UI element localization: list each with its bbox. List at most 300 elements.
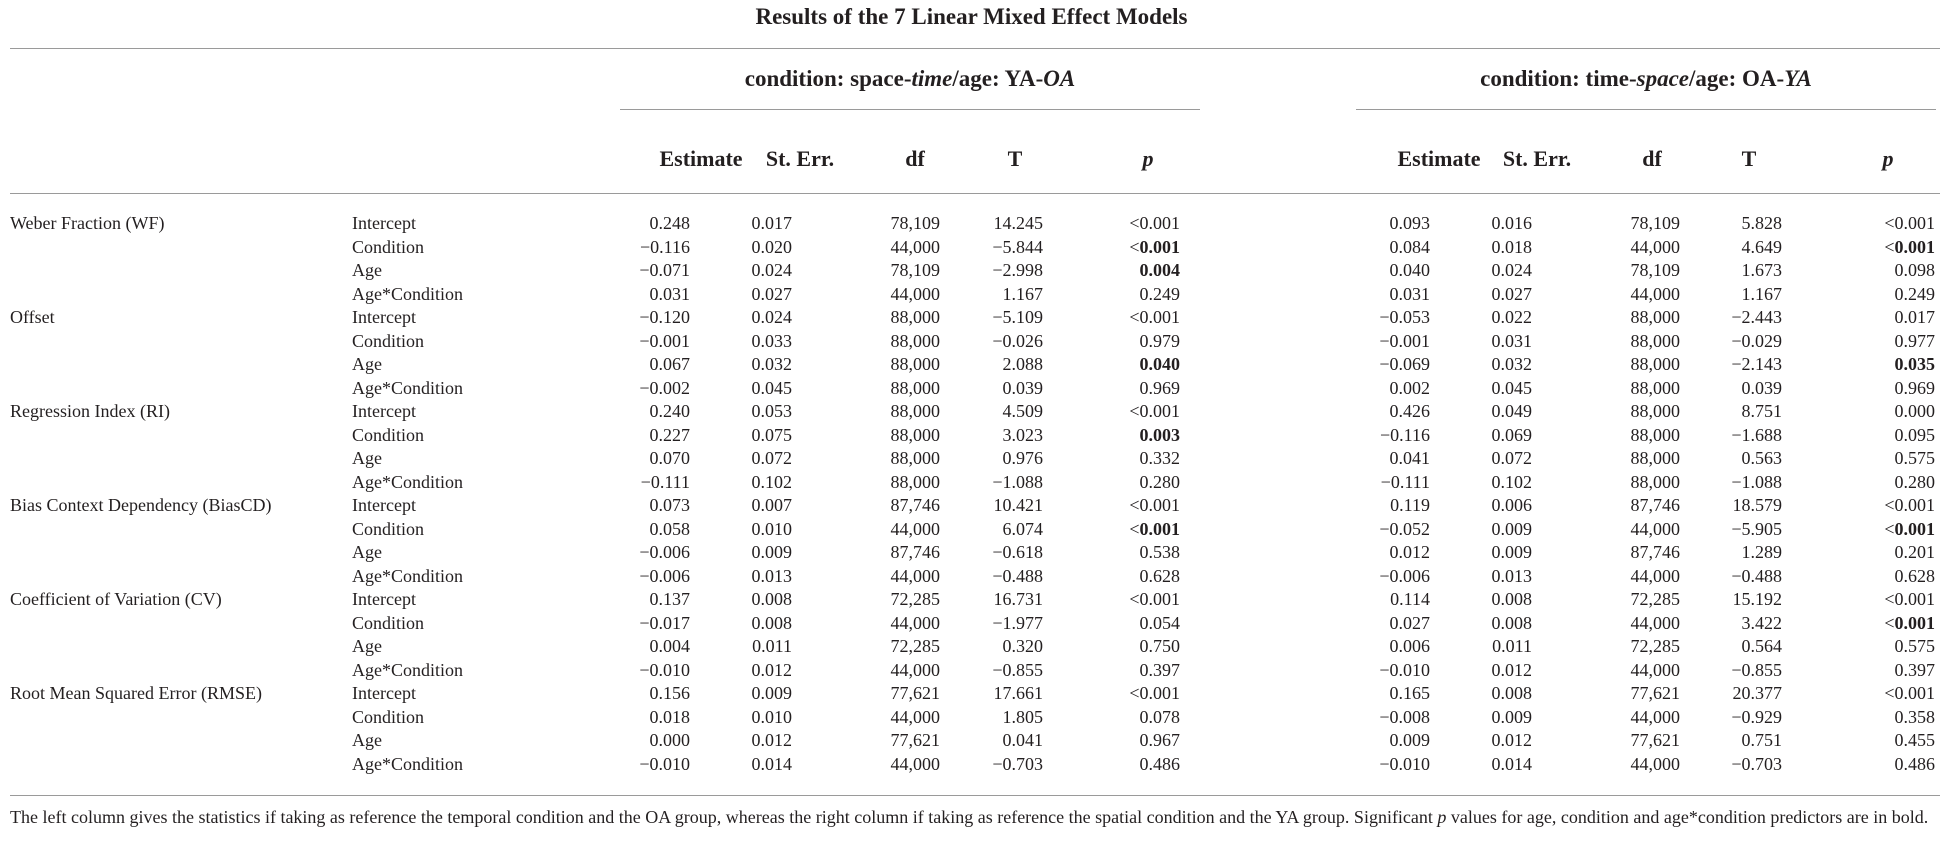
cell-p-right bbox=[1884, 612, 1935, 636]
cell-t-left: −0.703 bbox=[992, 753, 1043, 774]
footnote-p: p bbox=[1437, 807, 1447, 827]
group-rule-left bbox=[620, 109, 1200, 110]
footnote-text-2: values for age, condition and age*condition predictors are in bold. bbox=[1446, 807, 1929, 827]
p-significant: 0.001 bbox=[1894, 236, 1935, 257]
table-row bbox=[0, 447, 1943, 471]
group-left-prefix: condition: space- bbox=[744, 66, 912, 91]
col-header-sterr-left: St. Err. bbox=[765, 146, 835, 171]
cell-p-right: 0.486 bbox=[1894, 753, 1935, 774]
cell-df-left: 77,621 bbox=[890, 683, 940, 703]
cell-t-right: 20.377 bbox=[1732, 683, 1782, 703]
cell-sterr-left: 0.017 bbox=[751, 213, 792, 233]
cell-df-right: 78,109 bbox=[1630, 260, 1680, 280]
cell-estimate-left: −0.006 bbox=[639, 565, 690, 586]
cell-p-left: 0.538 bbox=[1139, 542, 1180, 562]
cell-p-right: 0.575 bbox=[1894, 636, 1935, 656]
predictor-label: Intercept bbox=[352, 213, 416, 233]
predictor-label: Age bbox=[352, 730, 382, 750]
cell-t-left: 0.320 bbox=[1002, 636, 1043, 656]
cell-df-left: 72,285 bbox=[890, 636, 940, 656]
measure-label: Bias Context Dependency (BiasCD) bbox=[10, 495, 272, 515]
cell-estimate-left: 0.000 bbox=[649, 730, 690, 750]
p-prefix: < bbox=[1884, 612, 1895, 633]
cell-df-right: 44,000 bbox=[1630, 612, 1680, 633]
cell-p-right: 0.977 bbox=[1894, 330, 1935, 351]
cell-df-right: 44,000 bbox=[1630, 236, 1680, 257]
table-row bbox=[0, 612, 1943, 636]
col-header-estimate-right: Estimate bbox=[1397, 146, 1481, 171]
cell-df-left: 88,000 bbox=[890, 401, 940, 421]
cell-p-left: <0.001 bbox=[1129, 589, 1180, 609]
cell-t-right: 15.192 bbox=[1732, 589, 1782, 609]
cell-sterr-left: 0.012 bbox=[751, 730, 792, 750]
cell-t-left: 6.074 bbox=[1002, 518, 1043, 539]
table-row bbox=[0, 353, 1943, 377]
cell-sterr-right: 0.027 bbox=[1491, 283, 1532, 304]
table-row bbox=[0, 729, 1943, 753]
col-header-df-right: df bbox=[1642, 146, 1662, 171]
cell-df-right: 44,000 bbox=[1630, 283, 1680, 304]
cell-sterr-right: 0.072 bbox=[1491, 448, 1532, 468]
cell-p-right: <0.001 bbox=[1884, 683, 1935, 703]
cell-df-right: 88,000 bbox=[1630, 471, 1680, 492]
cell-df-left: 87,746 bbox=[890, 495, 940, 515]
cell-sterr-right: 0.008 bbox=[1491, 612, 1532, 633]
cell-p-left: <0.001 bbox=[1129, 495, 1180, 515]
cell-sterr-left: 0.013 bbox=[751, 565, 792, 586]
cell-sterr-left: 0.024 bbox=[751, 260, 792, 280]
table-row bbox=[0, 212, 1943, 236]
cell-p-right: 0.575 bbox=[1894, 448, 1935, 468]
cell-sterr-left: 0.008 bbox=[751, 589, 792, 609]
cell-estimate-left: −0.006 bbox=[639, 542, 690, 562]
predictor-label: Age*Condition bbox=[352, 377, 463, 398]
cell-estimate-right: −0.008 bbox=[1379, 706, 1430, 727]
col-header-t-left: T bbox=[1007, 146, 1023, 171]
cell-p-right: 0.280 bbox=[1894, 471, 1935, 492]
predictor-label: Age*Condition bbox=[352, 659, 463, 680]
table-row bbox=[0, 682, 1943, 706]
cell-t-left: −0.488 bbox=[992, 565, 1043, 586]
cell-t-right: 1.167 bbox=[1741, 283, 1782, 304]
table-row bbox=[0, 565, 1943, 589]
cell-p-right: 0.035 bbox=[1894, 354, 1935, 374]
predictor-label: Intercept bbox=[352, 589, 416, 609]
table-row bbox=[0, 659, 1943, 683]
table-row bbox=[0, 518, 1943, 542]
cell-df-left: 44,000 bbox=[890, 753, 940, 774]
cell-df-left: 78,109 bbox=[890, 213, 940, 233]
cell-estimate-left: −0.111 bbox=[640, 471, 690, 492]
cell-t-left: −5.109 bbox=[992, 307, 1043, 327]
cell-df-left: 72,285 bbox=[890, 589, 940, 609]
cell-estimate-right: −0.111 bbox=[1380, 471, 1430, 492]
cell-estimate-right: 0.119 bbox=[1390, 495, 1430, 515]
table-row bbox=[0, 471, 1943, 495]
p-significant: 0.001 bbox=[1139, 236, 1180, 257]
cell-t-right: −0.029 bbox=[1731, 330, 1782, 351]
measure-label: Offset bbox=[10, 307, 55, 327]
cell-estimate-right: 0.009 bbox=[1389, 730, 1430, 750]
cell-p-right: <0.001 bbox=[1884, 589, 1935, 609]
cell-t-right: 0.039 bbox=[1741, 377, 1782, 398]
group-right-em1: space bbox=[1636, 66, 1690, 91]
cell-t-left: 16.731 bbox=[993, 589, 1043, 609]
col-header-df-left: df bbox=[905, 146, 925, 171]
cell-df-right: 72,285 bbox=[1630, 589, 1680, 609]
cell-t-right: −0.855 bbox=[1731, 659, 1782, 680]
cell-t-left: 10.421 bbox=[993, 495, 1043, 515]
cell-df-right: 87,746 bbox=[1630, 495, 1680, 515]
cell-p-right: 0.017 bbox=[1894, 307, 1935, 327]
cell-sterr-left: 0.011 bbox=[752, 636, 792, 656]
predictor-label: Intercept bbox=[352, 683, 416, 703]
cell-sterr-right: 0.069 bbox=[1491, 424, 1532, 445]
cell-t-left: 0.041 bbox=[1002, 730, 1043, 750]
cell-sterr-right: 0.016 bbox=[1491, 213, 1532, 233]
cell-estimate-right: −0.001 bbox=[1379, 330, 1430, 351]
cell-df-left: 88,000 bbox=[890, 471, 940, 492]
table-row bbox=[0, 306, 1943, 330]
cell-p-left: <0.001 bbox=[1129, 401, 1180, 421]
cell-t-left: −0.855 bbox=[992, 659, 1043, 680]
cell-df-right: 88,000 bbox=[1630, 448, 1680, 468]
table-row bbox=[0, 424, 1943, 448]
cell-p-left: 0.040 bbox=[1139, 354, 1180, 374]
predictor-label: Condition bbox=[352, 706, 425, 727]
cell-t-left: 17.661 bbox=[993, 683, 1043, 703]
predictor-label: Condition bbox=[352, 612, 425, 633]
cell-estimate-left: −0.010 bbox=[639, 659, 690, 680]
col-header-p-right: p bbox=[1882, 146, 1894, 171]
group-rule-right bbox=[1356, 109, 1936, 110]
predictor-label: Age bbox=[352, 354, 382, 374]
cell-p-right: 0.358 bbox=[1894, 706, 1935, 727]
group-right-prefix: condition: time- bbox=[1480, 66, 1637, 91]
cell-t-right: −0.703 bbox=[1731, 753, 1782, 774]
cell-sterr-left: 0.009 bbox=[751, 542, 792, 562]
cell-df-left: 78,109 bbox=[890, 260, 940, 280]
table-row bbox=[0, 706, 1943, 730]
cell-estimate-left: 0.070 bbox=[649, 448, 690, 468]
cell-p-right bbox=[1884, 518, 1935, 542]
cell-t-right: −2.443 bbox=[1731, 307, 1782, 327]
cell-estimate-right: −0.006 bbox=[1379, 565, 1430, 586]
cell-p-right: 0.095 bbox=[1894, 424, 1935, 445]
cell-sterr-right: 0.006 bbox=[1491, 495, 1532, 515]
predictor-label: Age bbox=[352, 448, 382, 468]
cell-sterr-left: 0.010 bbox=[751, 706, 792, 727]
cell-df-right: 77,621 bbox=[1630, 683, 1680, 703]
predictor-label: Intercept bbox=[352, 307, 416, 327]
cell-estimate-right: 0.041 bbox=[1389, 448, 1430, 468]
cell-sterr-right: 0.032 bbox=[1491, 354, 1532, 374]
table-row bbox=[0, 753, 1943, 777]
cell-estimate-right: 0.165 bbox=[1389, 683, 1430, 703]
cell-df-right: 88,000 bbox=[1630, 330, 1680, 351]
cell-estimate-right: 0.031 bbox=[1389, 283, 1430, 304]
cell-df-left: 88,000 bbox=[890, 354, 940, 374]
cell-estimate-right: 0.012 bbox=[1389, 542, 1430, 562]
cell-sterr-right: 0.009 bbox=[1491, 518, 1532, 539]
table-row bbox=[0, 377, 1943, 401]
cell-estimate-right: 0.027 bbox=[1389, 612, 1430, 633]
cell-estimate-left: 0.156 bbox=[649, 683, 690, 703]
cell-estimate-right: −0.053 bbox=[1379, 307, 1430, 327]
cell-df-left: 44,000 bbox=[890, 659, 940, 680]
cell-sterr-left: 0.007 bbox=[751, 495, 792, 515]
cell-df-right: 88,000 bbox=[1630, 424, 1680, 445]
cell-sterr-right: 0.018 bbox=[1491, 236, 1532, 257]
cell-p-left: 0.078 bbox=[1139, 706, 1180, 727]
table-row bbox=[0, 588, 1943, 612]
cell-t-left: 3.023 bbox=[1002, 424, 1043, 445]
cell-estimate-right: −0.010 bbox=[1379, 659, 1430, 680]
cell-t-left: 0.039 bbox=[1002, 377, 1043, 398]
cell-df-left: 88,000 bbox=[890, 307, 940, 327]
cell-df-right: 44,000 bbox=[1630, 753, 1680, 774]
cell-t-left: 1.167 bbox=[1002, 283, 1043, 304]
cell-sterr-left: 0.009 bbox=[751, 683, 792, 703]
cell-p-right: 0.249 bbox=[1894, 283, 1935, 304]
table-row bbox=[0, 494, 1943, 518]
cell-p-left: 0.054 bbox=[1139, 612, 1180, 633]
group-title-left bbox=[620, 64, 1200, 94]
table-row bbox=[0, 283, 1943, 307]
group-left-mid: /age: YA- bbox=[952, 66, 1044, 91]
cell-t-left: 4.509 bbox=[1002, 401, 1043, 421]
footnote-text-1: The left column gives the statistics if taking as reference the temporal condition and the OA group, whereas the right column if taking as reference the spatial condition and the YA group. Significant bbox=[10, 807, 1438, 827]
cell-p-left bbox=[1129, 236, 1180, 260]
group-right-em2: YA bbox=[1784, 66, 1812, 91]
cell-sterr-left: 0.032 bbox=[751, 354, 792, 374]
cell-sterr-left: 0.033 bbox=[751, 330, 792, 351]
p-prefix: < bbox=[1129, 236, 1140, 257]
cell-p-left: 0.967 bbox=[1139, 730, 1180, 750]
cell-t-right: 1.673 bbox=[1741, 260, 1782, 280]
cell-df-right: 44,000 bbox=[1630, 518, 1680, 539]
measure-label: Weber Fraction (WF) bbox=[10, 213, 165, 233]
table-row bbox=[0, 400, 1943, 424]
group-left-em1: time bbox=[911, 66, 953, 91]
cell-p-left: 0.979 bbox=[1139, 330, 1180, 351]
p-prefix: < bbox=[1129, 518, 1140, 539]
cell-df-right: 44,000 bbox=[1630, 659, 1680, 680]
cell-sterr-right: 0.009 bbox=[1491, 706, 1532, 727]
cell-t-left: 0.976 bbox=[1002, 448, 1043, 468]
predictor-label: Age*Condition bbox=[352, 283, 463, 304]
cell-t-right: 0.563 bbox=[1741, 448, 1782, 468]
cell-estimate-right: −0.052 bbox=[1379, 518, 1430, 539]
col-header-estimate-left: Estimate bbox=[659, 146, 743, 171]
cell-p-left: 0.628 bbox=[1139, 565, 1180, 586]
cell-sterr-right: 0.014 bbox=[1491, 753, 1532, 774]
cell-estimate-right: 0.093 bbox=[1389, 213, 1430, 233]
cell-df-right: 44,000 bbox=[1630, 706, 1680, 727]
cell-p-right: <0.001 bbox=[1884, 495, 1935, 515]
group-title-right bbox=[1356, 64, 1936, 94]
predictor-label: Condition bbox=[352, 330, 425, 351]
cell-t-left: 1.805 bbox=[1002, 706, 1043, 727]
cell-p-left: 0.280 bbox=[1139, 471, 1180, 492]
cell-sterr-right: 0.009 bbox=[1491, 542, 1532, 562]
cell-t-right: −1.688 bbox=[1731, 424, 1782, 445]
cell-p-left: 0.750 bbox=[1139, 636, 1180, 656]
cell-estimate-right: 0.002 bbox=[1389, 377, 1430, 398]
cell-p-right: 0.397 bbox=[1894, 659, 1935, 680]
col-header-p-left: p bbox=[1142, 146, 1154, 171]
predictor-label: Age bbox=[352, 260, 382, 280]
cell-estimate-right: 0.040 bbox=[1389, 260, 1430, 280]
cell-df-left: 88,000 bbox=[890, 377, 940, 398]
cell-p-right: 0.000 bbox=[1894, 401, 1935, 421]
cell-t-right: −2.143 bbox=[1731, 354, 1782, 374]
measure-label: Coefficient of Variation (CV) bbox=[10, 589, 222, 609]
cell-df-left: 44,000 bbox=[890, 565, 940, 586]
cell-sterr-right: 0.045 bbox=[1491, 377, 1532, 398]
cell-estimate-left: −0.001 bbox=[639, 330, 690, 351]
cell-df-left: 44,000 bbox=[890, 612, 940, 633]
predictor-label: Condition bbox=[352, 518, 425, 539]
cell-p-right: 0.455 bbox=[1894, 730, 1935, 750]
cell-df-left: 44,000 bbox=[890, 283, 940, 304]
table-body bbox=[0, 212, 1943, 776]
table-row bbox=[0, 635, 1943, 659]
cell-estimate-left: 0.058 bbox=[649, 518, 690, 539]
p-significant: 0.001 bbox=[1139, 518, 1180, 539]
cell-estimate-right: 0.426 bbox=[1389, 401, 1430, 421]
cell-p-right: 0.628 bbox=[1894, 565, 1935, 586]
cell-t-left: 2.088 bbox=[1002, 354, 1043, 374]
cell-df-left: 87,746 bbox=[890, 542, 940, 562]
cell-sterr-left: 0.010 bbox=[751, 518, 792, 539]
cell-estimate-left: −0.010 bbox=[639, 753, 690, 774]
predictor-label: Intercept bbox=[352, 401, 416, 421]
cell-sterr-left: 0.053 bbox=[751, 401, 792, 421]
group-right-mid: /age: OA- bbox=[1689, 66, 1785, 91]
col-header-sterr-right: St. Err. bbox=[1502, 146, 1572, 171]
cell-p-left: 0.397 bbox=[1139, 659, 1180, 680]
cell-df-left: 44,000 bbox=[890, 518, 940, 539]
cell-t-right: 5.828 bbox=[1741, 213, 1782, 233]
cell-estimate-left: 0.073 bbox=[649, 495, 690, 515]
p-significant: 0.001 bbox=[1894, 612, 1935, 633]
cell-t-right: −1.088 bbox=[1731, 471, 1782, 492]
cell-t-right: −5.905 bbox=[1731, 518, 1782, 539]
cell-sterr-right: 0.022 bbox=[1491, 307, 1532, 327]
cell-estimate-left: −0.120 bbox=[639, 307, 690, 327]
cell-estimate-left: −0.017 bbox=[639, 612, 690, 633]
cell-t-right: −0.929 bbox=[1731, 706, 1782, 727]
cell-estimate-left: −0.116 bbox=[640, 236, 690, 257]
cell-estimate-left: 0.227 bbox=[649, 424, 690, 445]
cell-sterr-right: 0.031 bbox=[1491, 330, 1532, 351]
cell-estimate-right: 0.114 bbox=[1390, 589, 1430, 609]
cell-t-right: 18.579 bbox=[1732, 495, 1782, 515]
cell-estimate-left: 0.004 bbox=[649, 636, 690, 656]
cell-p-right bbox=[1884, 236, 1935, 260]
cell-estimate-left: −0.071 bbox=[639, 260, 690, 280]
cell-estimate-left: 0.240 bbox=[649, 401, 690, 421]
group-left-em2: OA bbox=[1043, 66, 1076, 91]
cell-df-right: 78,109 bbox=[1630, 213, 1680, 233]
cell-t-right: 3.422 bbox=[1741, 612, 1782, 633]
cell-df-right: 88,000 bbox=[1630, 354, 1680, 374]
cell-sterr-left: 0.008 bbox=[751, 612, 792, 633]
cell-p-left: <0.001 bbox=[1129, 683, 1180, 703]
cell-estimate-right: −0.010 bbox=[1379, 753, 1430, 774]
cell-sterr-left: 0.014 bbox=[751, 753, 792, 774]
cell-p-left: <0.001 bbox=[1129, 213, 1180, 233]
cell-sterr-right: 0.049 bbox=[1491, 401, 1532, 421]
cell-df-left: 44,000 bbox=[890, 236, 940, 257]
table-row bbox=[0, 541, 1943, 565]
cell-df-left: 88,000 bbox=[890, 424, 940, 445]
cell-t-right: 0.751 bbox=[1741, 730, 1782, 750]
predictor-label: Age*Condition bbox=[352, 753, 463, 774]
table-row bbox=[0, 330, 1943, 354]
cell-sterr-right: 0.012 bbox=[1491, 659, 1532, 680]
cell-t-right: 1.289 bbox=[1741, 542, 1782, 562]
cell-t-left: −1.088 bbox=[992, 471, 1043, 492]
cell-df-right: 77,621 bbox=[1630, 730, 1680, 750]
cell-p-left: 0.486 bbox=[1139, 753, 1180, 774]
cell-sterr-left: 0.012 bbox=[751, 659, 792, 680]
predictor-label: Age bbox=[352, 636, 382, 656]
cell-p-right: 0.098 bbox=[1894, 260, 1935, 280]
cell-p-left: 0.004 bbox=[1139, 260, 1180, 280]
cell-t-right: 0.564 bbox=[1741, 636, 1782, 656]
cell-t-right: 8.751 bbox=[1741, 401, 1782, 421]
measure-label: Root Mean Squared Error (RMSE) bbox=[10, 683, 262, 703]
cell-df-left: 77,621 bbox=[890, 730, 940, 750]
cell-t-left: −5.844 bbox=[992, 236, 1043, 257]
cell-df-left: 44,000 bbox=[890, 706, 940, 727]
predictor-label: Condition bbox=[352, 236, 425, 257]
cell-df-right: 88,000 bbox=[1630, 377, 1680, 398]
cell-estimate-left: 0.018 bbox=[649, 706, 690, 727]
bottom-rule bbox=[10, 795, 1940, 796]
cell-sterr-left: 0.072 bbox=[751, 448, 792, 468]
p-prefix: < bbox=[1884, 236, 1895, 257]
cell-sterr-left: 0.045 bbox=[751, 377, 792, 398]
cell-sterr-right: 0.102 bbox=[1491, 471, 1532, 492]
cell-t-left: −0.026 bbox=[992, 330, 1043, 351]
cell-estimate-right: −0.116 bbox=[1380, 424, 1430, 445]
cell-df-right: 88,000 bbox=[1630, 401, 1680, 421]
table-footnote bbox=[10, 806, 1938, 828]
cell-df-right: 87,746 bbox=[1630, 542, 1680, 562]
cell-sterr-right: 0.024 bbox=[1491, 260, 1532, 280]
cell-sterr-left: 0.075 bbox=[751, 424, 792, 445]
predictor-label: Age bbox=[352, 542, 382, 562]
col-header-t-right: T bbox=[1741, 146, 1757, 171]
cell-df-right: 72,285 bbox=[1630, 636, 1680, 656]
top-rule bbox=[10, 48, 1940, 49]
p-significant: 0.001 bbox=[1894, 518, 1935, 539]
cell-estimate-left: 0.137 bbox=[649, 589, 690, 609]
cell-estimate-left: 0.031 bbox=[649, 283, 690, 304]
cell-t-right: 4.649 bbox=[1741, 236, 1782, 257]
p-prefix: < bbox=[1884, 518, 1895, 539]
cell-df-right: 44,000 bbox=[1630, 565, 1680, 586]
cell-sterr-right: 0.008 bbox=[1491, 683, 1532, 703]
cell-sterr-right: 0.012 bbox=[1491, 730, 1532, 750]
cell-estimate-right: 0.084 bbox=[1389, 236, 1430, 257]
header-rule bbox=[10, 193, 1940, 194]
predictor-label: Age*Condition bbox=[352, 565, 463, 586]
cell-estimate-right: 0.006 bbox=[1389, 636, 1430, 656]
